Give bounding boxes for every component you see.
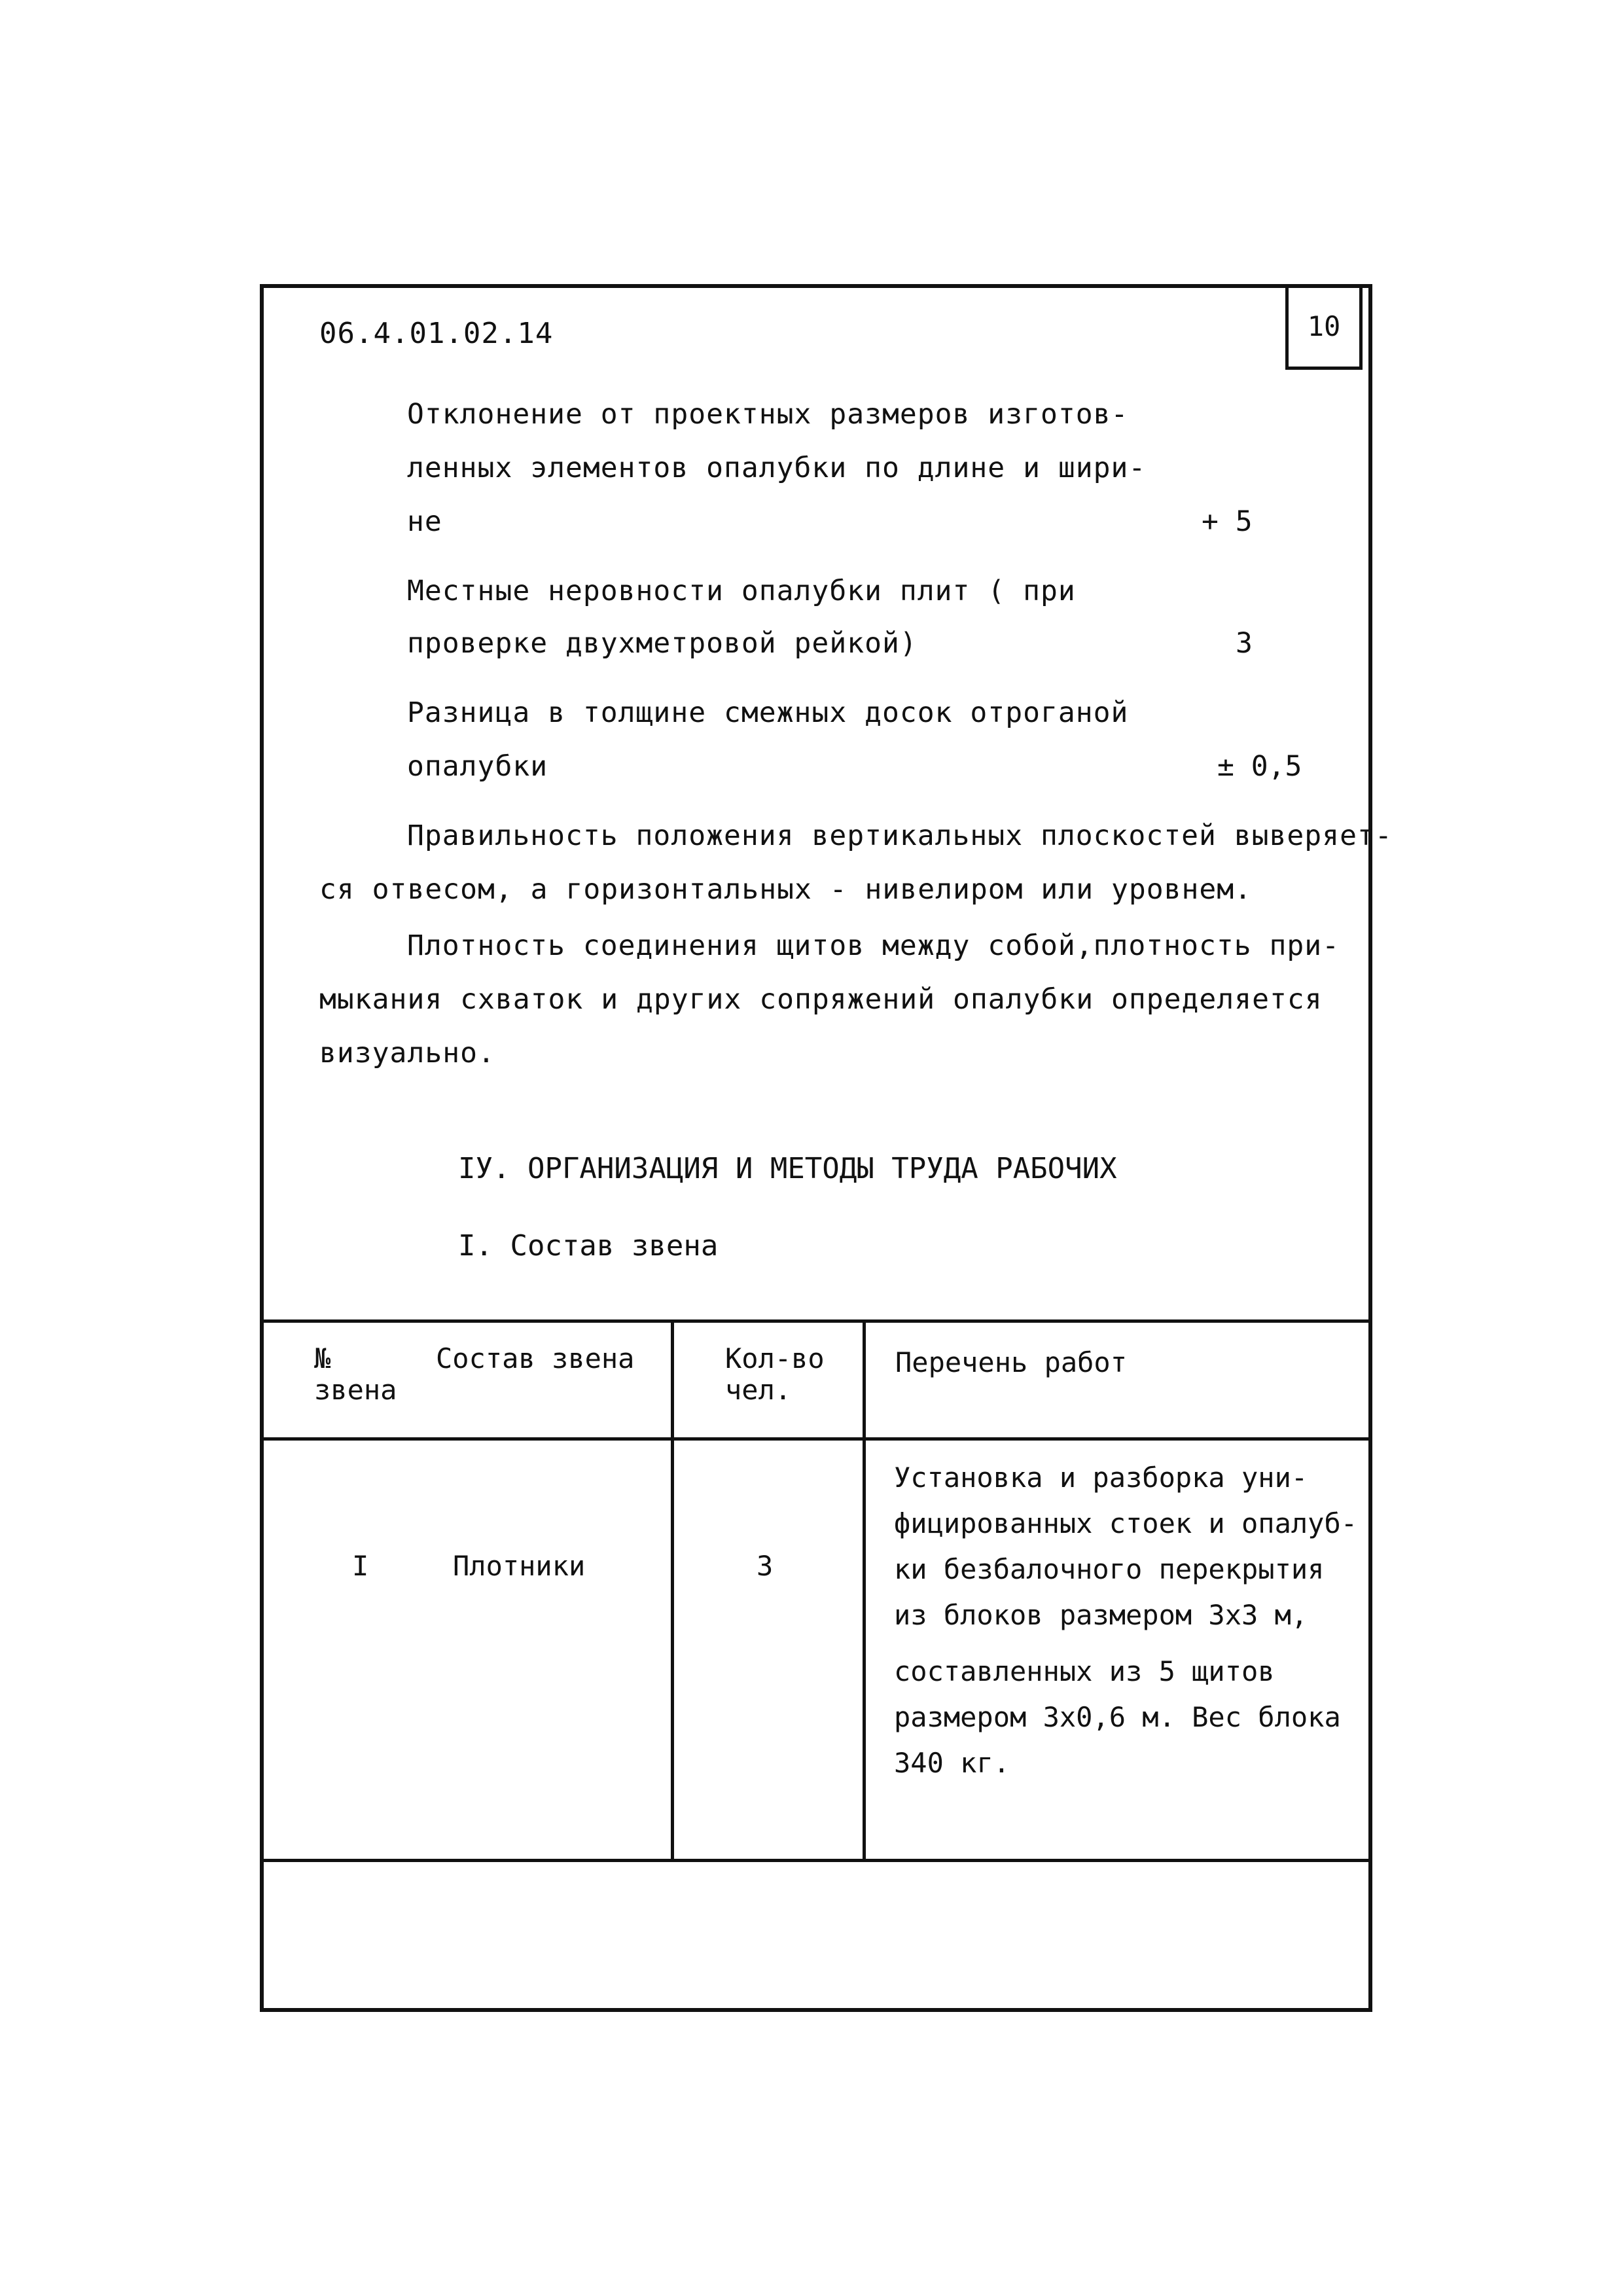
tolerance-2-line-2: проверке двухметровой рейкой) <box>407 627 918 660</box>
paragraph-2-line-2: мыкания схваток и других сопряжений опалубки определяется <box>319 983 1323 1016</box>
table-cell-works-line-2: фицированных стоек и опалуб- <box>894 1507 1358 1539</box>
tolerance-2-value: 3 <box>1236 627 1253 660</box>
page-frame <box>260 284 1372 2012</box>
section-title: IУ. ОРГАНИЗАЦИЯ И МЕТОДЫ ТРУДА РАБОЧИХ <box>458 1152 1117 1185</box>
table-cell-works-line-6: размером 3х0,6 м. Вес блока <box>894 1701 1341 1733</box>
tolerance-2-line-1: Местные неровности опалубки плит ( при <box>407 575 1076 607</box>
tolerance-3-value: ± 0,5 <box>1217 750 1302 783</box>
subsection-title: I. Состав звена <box>458 1229 719 1263</box>
table-header-num: № звена <box>314 1342 397 1406</box>
table-cell-composition: Плотники <box>453 1550 586 1582</box>
table-cell-num: I <box>352 1550 369 1582</box>
table-cell-count: 3 <box>757 1550 774 1582</box>
table-cell-works-line-3: ки безбалочного перекрытия <box>894 1553 1325 1585</box>
table-header-composition: Состав звена <box>436 1342 635 1374</box>
table-cell-works-line-4: из блоков размером 3х3 м, <box>894 1599 1308 1631</box>
table-divider-1 <box>671 1319 674 1862</box>
page-number: 10 <box>1285 286 1363 370</box>
paragraph-2-line-1: Плотность соединения щитов между собой,плотность при- <box>407 929 1340 962</box>
tolerance-1-value: + 5 <box>1202 505 1253 538</box>
table-cell-works-line-1: Установка и разборка уни- <box>894 1462 1308 1494</box>
table-header-count: Кол-во чел. <box>725 1342 825 1406</box>
tolerance-1-line-2: ленных элементов опалубки по длине и шири- <box>407 452 1147 484</box>
tolerance-1-line-1: Отклонение от проектных размеров изготов- <box>407 398 1129 431</box>
tolerance-1-line-3: не <box>407 505 442 538</box>
paragraph-1-line-2: ся отвесом, а горизонтальных - нивелиром или уровнем. <box>319 873 1253 906</box>
paragraph-1-line-1: Правильность положения вертикальных плоскостей выверяет- <box>407 819 1393 852</box>
table-top-border <box>264 1319 1372 1323</box>
table-cell-works-line-5: составленных из 5 щитов <box>894 1655 1275 1687</box>
table-divider-2 <box>863 1319 866 1862</box>
table-cell-works-line-7: 340 кг. <box>894 1747 1010 1779</box>
tolerance-3-line-1: Разница в толщине смежных досок отроганой <box>407 696 1129 729</box>
table-bottom-border <box>264 1859 1372 1862</box>
table-header-border <box>264 1437 1372 1441</box>
tolerance-3-line-2: опалубки <box>407 750 548 783</box>
table-header-works: Перечень работ <box>895 1346 1128 1378</box>
paragraph-2-line-3: визуально. <box>319 1037 495 1069</box>
document-code: 06.4.01.02.14 <box>319 317 554 350</box>
